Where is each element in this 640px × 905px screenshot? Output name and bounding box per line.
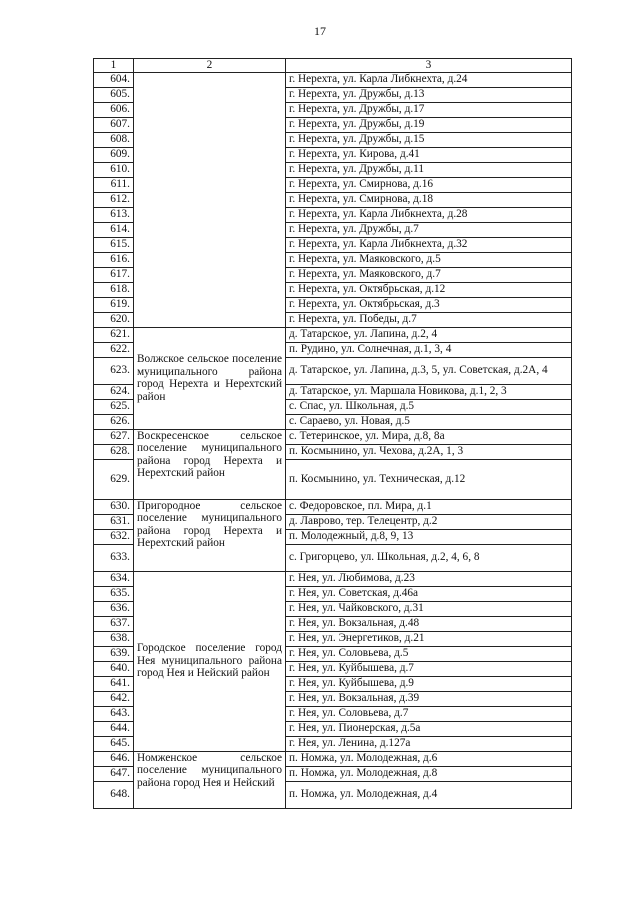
address-cell: д. Татарское, ул. Лапина, д.2, 4 [286, 327, 572, 342]
row-number: 646. [94, 751, 134, 766]
row-number: 644. [94, 721, 134, 736]
address-cell: п. Молодежный, д.8, 9, 13 [286, 529, 572, 544]
row-number: 640. [94, 661, 134, 676]
address-cell: п. Рудино, ул. Солнечная, д.1, 3, 4 [286, 342, 572, 357]
address-cell: г. Нея, ул. Ленина, д.127а [286, 736, 572, 751]
row-number: 623. [94, 357, 134, 384]
address-cell: г. Нерехта, ул. Карла Либкнехта, д.32 [286, 237, 572, 252]
row-number: 608. [94, 132, 134, 147]
address-cell: г. Нея, ул. Вокзальная, д.48 [286, 616, 572, 631]
column-header: 2 [134, 59, 286, 73]
address-cell: г. Нея, ул. Любимова, д.23 [286, 571, 572, 586]
row-number: 643. [94, 706, 134, 721]
row-number: 647. [94, 766, 134, 781]
address-cell: г. Нея, ул. Вокзальная, д.39 [286, 691, 572, 706]
row-number: 617. [94, 267, 134, 282]
row-number: 633. [94, 544, 134, 571]
row-number: 615. [94, 237, 134, 252]
address-cell: с. Григорцево, ул. Школьная, д.2, 4, 6, 8 [286, 544, 572, 571]
address-cell: г. Нея, ул. Пионерская, д.5а [286, 721, 572, 736]
address-cell: с. Спас, ул. Школьная, д.5 [286, 399, 572, 414]
address-cell: д. Татарское, ул. Маршала Новикова, д.1, 2, 3 [286, 384, 572, 399]
row-number: 632. [94, 529, 134, 544]
row-number: 629. [94, 459, 134, 499]
row-number: 636. [94, 601, 134, 616]
address-cell: г. Нерехта, ул. Дружбы, д.17 [286, 102, 572, 117]
address-cell: г. Нерехта, ул. Дружбы, д.13 [286, 87, 572, 102]
row-number: 634. [94, 571, 134, 586]
row-number: 631. [94, 514, 134, 529]
row-number: 621. [94, 327, 134, 342]
row-number: 612. [94, 192, 134, 207]
row-number: 607. [94, 117, 134, 132]
row-number: 642. [94, 691, 134, 706]
row-number: 645. [94, 736, 134, 751]
row-number: 605. [94, 87, 134, 102]
municipality-cell: Номженское сельское поселение муниципального района город Нея и Нейский [134, 751, 286, 808]
address-cell: д. Татарское, ул. Лапина, д.3, 5, ул. Советская, д.2А, 4 [286, 357, 572, 384]
address-cell: п. Номжа, ул. Молодежная, д.6 [286, 751, 572, 766]
municipality-cell [134, 72, 286, 327]
address-cell: г. Нерехта, ул. Маяковского, д.5 [286, 252, 572, 267]
row-number: 648. [94, 781, 134, 808]
address-cell: г. Нея, ул. Энергетиков, д.21 [286, 631, 572, 646]
address-cell: г. Нерехта, ул. Маяковского, д.7 [286, 267, 572, 282]
address-cell: г. Нея, ул. Советская, д.46а [286, 586, 572, 601]
address-cell: с. Тетеринское, ул. Мира, д.8, 8а [286, 429, 572, 444]
row-number: 626. [94, 414, 134, 429]
row-number: 638. [94, 631, 134, 646]
address-cell: г. Нея, ул. Соловьева, д.5 [286, 646, 572, 661]
row-number: 639. [94, 646, 134, 661]
row-number: 614. [94, 222, 134, 237]
municipality-cell: Пригородное сельское поселение муниципального района город Нерехта и Нерехтский район [134, 499, 286, 571]
address-cell: г. Нерехта, ул. Победы, д.7 [286, 312, 572, 327]
row-number: 613. [94, 207, 134, 222]
row-number: 619. [94, 297, 134, 312]
row-number: 611. [94, 177, 134, 192]
row-number: 620. [94, 312, 134, 327]
row-number: 630. [94, 499, 134, 514]
address-cell: г. Нея, ул. Соловьева, д.7 [286, 706, 572, 721]
row-number: 610. [94, 162, 134, 177]
column-header: 3 [286, 59, 572, 73]
municipality-cell: Воскресенское сельское поселение муниципального района город Нерехта и Нерехтский район [134, 429, 286, 499]
address-cell: г. Нерехта, ул. Кирова, д.41 [286, 147, 572, 162]
header-row [94, 59, 572, 73]
row-number: 604. [94, 72, 134, 87]
table-row [94, 327, 572, 342]
row-number: 609. [94, 147, 134, 162]
address-cell: г. Нерехта, ул. Октябрьская, д.3 [286, 297, 572, 312]
table-row [94, 751, 572, 766]
address-cell: г. Нерехта, ул. Карла Либкнехта, д.24 [286, 72, 572, 87]
address-cell: г. Нерехта, ул. Октябрьская, д.12 [286, 282, 572, 297]
table-body [94, 72, 572, 808]
row-number: 616. [94, 252, 134, 267]
address-cell: г. Нерехта, ул. Смирнова, д.16 [286, 177, 572, 192]
address-cell: г. Нерехта, ул. Карла Либкнехта, д.28 [286, 207, 572, 222]
address-cell: г. Нерехта, ул. Смирнова, д.18 [286, 192, 572, 207]
address-cell: с. Сараево, ул. Новая, д.5 [286, 414, 572, 429]
row-number: 622. [94, 342, 134, 357]
address-cell: п. Космынино, ул. Чехова, д.2А, 1, 3 [286, 444, 572, 459]
address-cell: г. Нерехта, ул. Дружбы, д.15 [286, 132, 572, 147]
address-cell: п. Номжа, ул. Молодежная, д.4 [286, 781, 572, 808]
row-number: 637. [94, 616, 134, 631]
row-number: 624. [94, 384, 134, 399]
address-cell: г. Нея, ул. Чайковского, д.31 [286, 601, 572, 616]
address-cell: д. Лаврово, тер. Телецентр, д.2 [286, 514, 572, 529]
table-row [94, 499, 572, 514]
municipality-cell: Городское поселение город Нея муниципального района город Нея и Нейский район [134, 571, 286, 751]
address-cell: г. Нея, ул. Куйбышева, д.9 [286, 676, 572, 691]
row-number: 628. [94, 444, 134, 459]
row-number: 635. [94, 586, 134, 601]
row-number: 627. [94, 429, 134, 444]
address-cell: г. Нерехта, ул. Дружбы, д.11 [286, 162, 572, 177]
address-cell: г. Нерехта, ул. Дружбы, д.7 [286, 222, 572, 237]
column-header: 1 [94, 59, 134, 73]
row-number: 641. [94, 676, 134, 691]
address-cell: г. Нерехта, ул. Дружбы, д.19 [286, 117, 572, 132]
table-row [94, 571, 572, 586]
row-number: 625. [94, 399, 134, 414]
address-cell: г. Нея, ул. Куйбышева, д.7 [286, 661, 572, 676]
address-cell: п. Номжа, ул. Молодежная, д.8 [286, 766, 572, 781]
table-row [94, 429, 572, 444]
address-table [93, 58, 572, 809]
address-cell: п. Космынино, ул. Техническая, д.12 [286, 459, 572, 499]
table-row [94, 72, 572, 87]
row-number: 606. [94, 102, 134, 117]
page-number: 17 [314, 24, 326, 38]
municipality-cell: Волжское сельское поселение муниципального района город Нерехта и Нерехтский район [134, 327, 286, 429]
address-cell: с. Федоровское, пл. Мира, д.1 [286, 499, 572, 514]
row-number: 618. [94, 282, 134, 297]
